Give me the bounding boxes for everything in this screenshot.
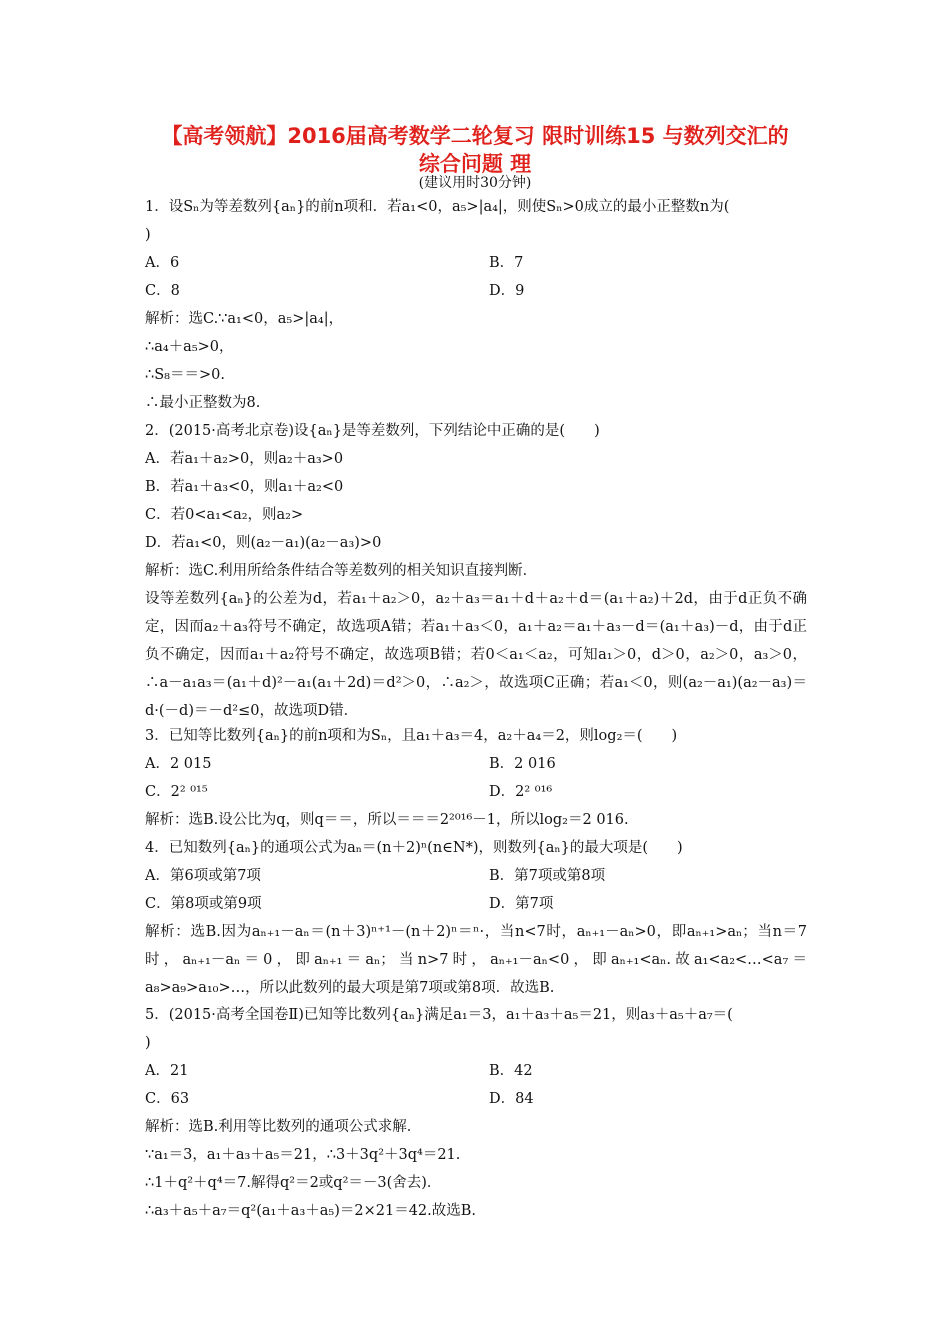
q5-analysis-1: 解析：选B.利用等比数列的通项公式求解． xyxy=(145,1119,422,1135)
q1-analysis-4: ∴最小正整数为8. xyxy=(145,395,261,411)
q1-option-d: D．9 xyxy=(489,283,525,299)
q4-option-b: B．第7项或第8项 xyxy=(489,868,606,884)
q4-analysis: 解析：选B.因为aₙ₊₁－aₙ＝(n＋3)ⁿ⁺¹－(n＋2)ⁿ＝ⁿ·，当n<7时，aₙ₊₁－aₙ>0，即aₙ₊₁>aₙ；当n＝7时，aₙ₊₁－aₙ＝0，即aₙ₊₁＝aₙ；当n>7时，aₙ₊₁－aₙ<0，即aₙ₊₁<aₙ.故a₁<a₂<…<a₇＝a₈>a₉>a₁₀>…，所以此数列的最大项是第7项或第8项．故选B. xyxy=(145,924,807,996)
q5-option-c: C．63 xyxy=(145,1091,190,1107)
q5-analysis-4: ∴a₃＋a₅＋a₇＝q²(a₁＋a₃＋a₅)＝2×21＝42.故选B. xyxy=(145,1203,477,1219)
q3-option-d: D．2² ⁰¹⁶ xyxy=(489,784,553,800)
q5-option-a: A．21 xyxy=(145,1063,189,1079)
q2-analysis-head: 解析：选C.利用所给条件结合等差数列的相关知识直接判断． xyxy=(145,563,538,579)
q2-option-b: B．若a₁＋a₃<0，则a₁＋a₂<0 xyxy=(145,479,344,495)
q5-stem: 5．(2015·高考全国卷Ⅱ)已知等比数列{aₙ}满足a₁＝3，a₁＋a₃＋a₅＝21，则a₃＋a₅＋a₇＝( xyxy=(145,1007,733,1023)
q5-stem-close: ) xyxy=(145,1035,151,1051)
page-subtitle: (建议用时30分钟) xyxy=(418,175,532,191)
q3-stem: 3．已知等比数列{aₙ}的前n项和为Sₙ，且a₁＋a₃＝4，a₂＋a₄＝2，则log₂＝( ) xyxy=(145,728,678,744)
q1-analysis-3: ∴S₈＝＝>0. xyxy=(145,367,225,383)
q4-option-d: D．第7项 xyxy=(489,896,554,912)
q1-analysis-2: ∴a₄＋a₅>0， xyxy=(145,339,234,355)
q5-analysis-2: ∵a₁＝3，a₁＋a₃＋a₅＝21，∴3＋3q²＋3q⁴＝21. xyxy=(145,1147,461,1163)
q3-option-c: C．2² ⁰¹⁵ xyxy=(145,784,208,800)
q1-stem-close: ) xyxy=(145,227,151,243)
q5-option-d: D．84 xyxy=(489,1091,534,1107)
q1-option-b: B．7 xyxy=(489,255,524,271)
q2-option-d: D．若a₁<0，则(a₂－a₁)(a₂－a₃)>0 xyxy=(145,535,382,551)
q1-stem: 1．设Sₙ为等差数列{aₙ}的前n项和．若a₁<0，a₅>|a₄|，则使Sₙ>0成立的最小正整数n为( xyxy=(145,199,730,215)
q2-stem: 2．(2015·高考北京卷)设{aₙ}是等差数列，下列结论中正确的是( ) xyxy=(145,423,600,439)
q2-option-a: A．若a₁＋a₂>0，则a₂＋a₃>0 xyxy=(145,451,344,467)
q3-option-a: A．2 015 xyxy=(145,756,212,772)
q3-analysis: 解析：选B.设公比为q，则q＝＝，所以＝＝＝2²⁰¹⁶－1，所以log₂＝2 016. xyxy=(145,812,629,828)
q1-option-c: C．8 xyxy=(145,283,180,299)
q5-option-b: B．42 xyxy=(489,1063,533,1079)
q2-analysis-body: 设等差数列{aₙ}的公差为d，若a₁＋a₂＞0，a₂＋a₃＝a₁＋d＋a₂＋d＝(a₁＋a₂)＋2d，由于d正负不确定，因而a₂＋a₃符号不确定，故选项A错；若a₁＋a₃＜0，a₁＋a₂＝a₁＋a₃－d＝(a₁＋a₃)－d，由于d正负不确定，因而a₁＋a₂符号不确定，故选项B错；若0＜a₁＜a₂，可知a₁＞0，d＞0，a₂＞0，a₃＞0，∴a－a₁a₃＝(a₁＋d)²－a₁(a₁＋2d)＝d²＞0，∴a₂＞，故选项C正确；若a₁＜0，则(a₂－a₁)(a₂－a₃)＝d·(－d)＝－d²≤0，故选项D错． xyxy=(145,591,807,719)
q4-stem: 4．已知数列{aₙ}的通项公式为aₙ＝(n＋2)ⁿ(n∈N*)，则数列{aₙ}的最大项是( ) xyxy=(145,840,683,856)
page-title-line2: 综合问题 理 xyxy=(418,152,532,176)
q3-option-b: B．2 016 xyxy=(489,756,556,772)
q1-option-a: A．6 xyxy=(145,255,180,271)
page-title-line1: 【高考领航】2016届高考数学二轮复习 限时训练15 与数列交汇的 xyxy=(161,124,789,148)
q1-analysis-1: 解析：选C.∵a₁<0，a₅>|a₄|， xyxy=(145,311,344,327)
q4-option-a: A．第6项或第7项 xyxy=(145,868,261,884)
q5-analysis-3: ∴1＋q²＋q⁴＝7.解得q²＝2或q²＝－3(舍去)． xyxy=(145,1175,442,1191)
q2-option-c: C．若0<a₁<a₂，则a₂> xyxy=(145,507,304,523)
q4-option-c: C．第8项或第9项 xyxy=(145,896,262,912)
